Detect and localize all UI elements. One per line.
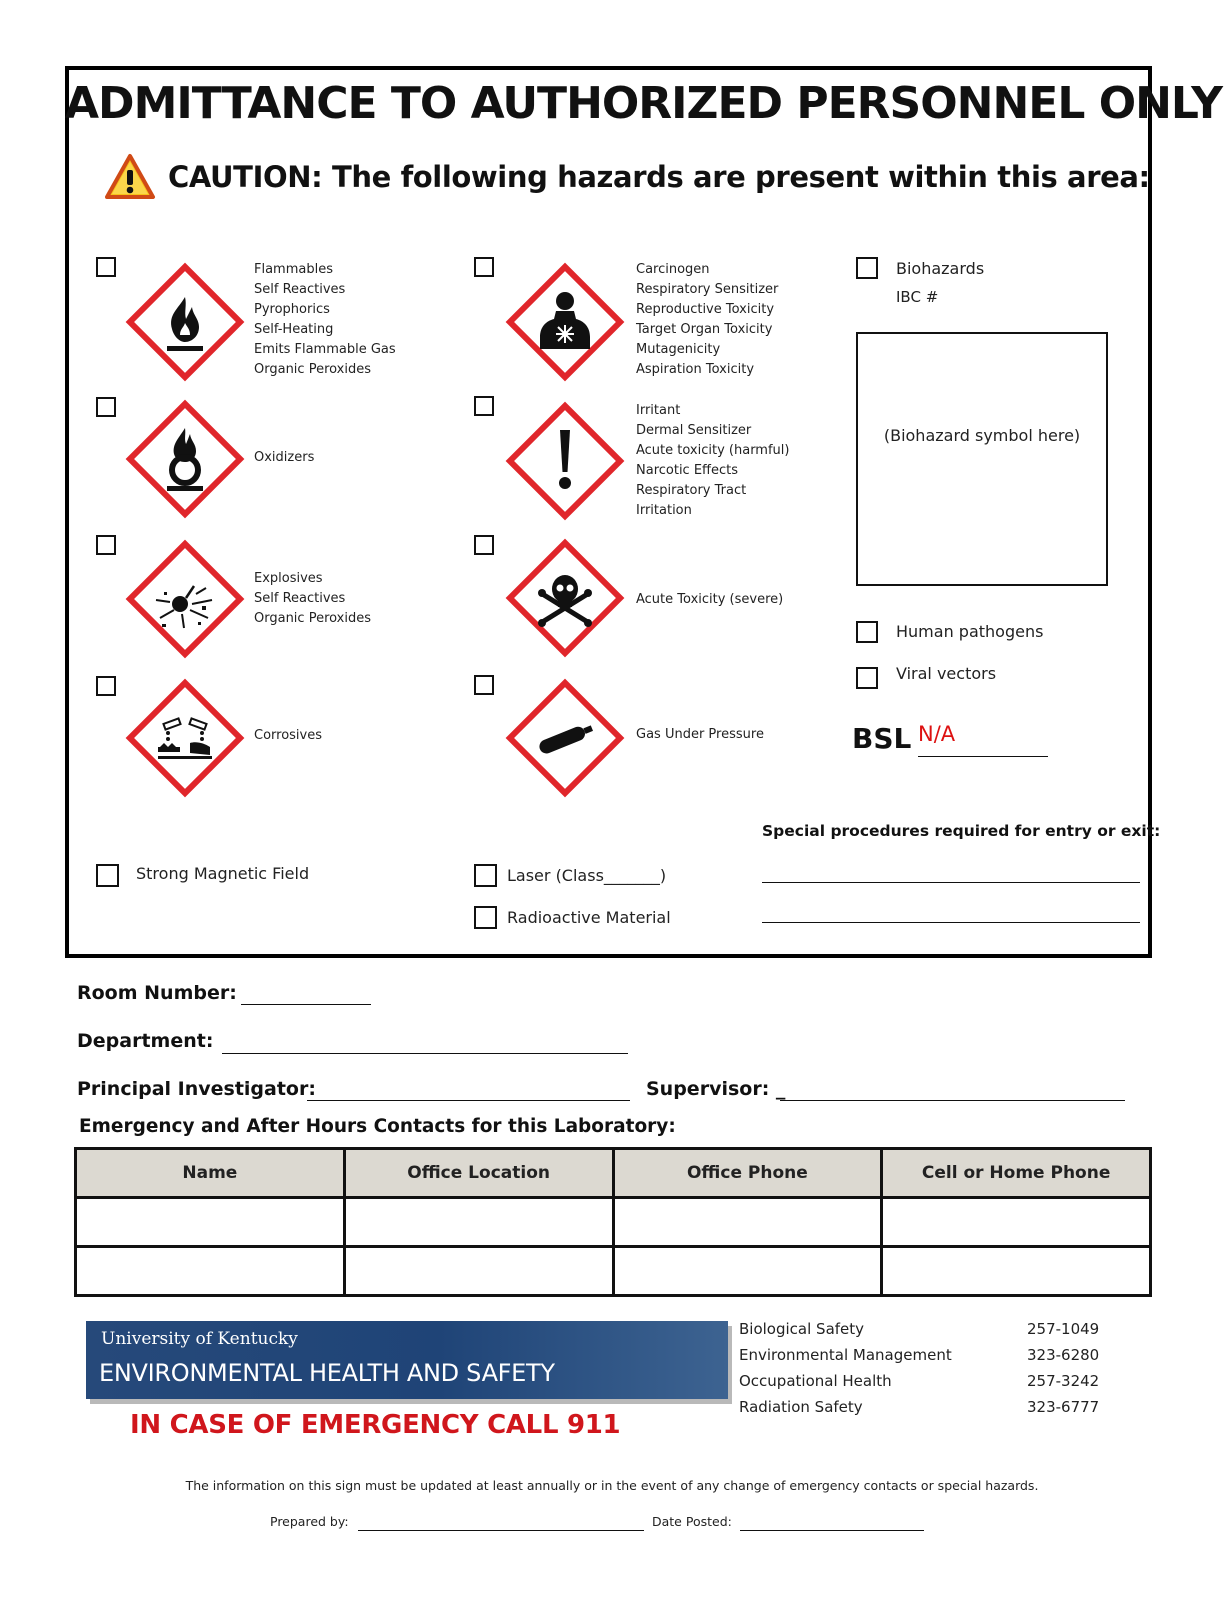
pi-field[interactable] <box>307 1100 630 1101</box>
department-field[interactable] <box>222 1053 628 1054</box>
dept-name: Biological Safety <box>739 1320 865 1338</box>
university-name: University of Kentucky <box>101 1329 298 1349</box>
health-hazard-list <box>636 260 778 380</box>
caution-banner <box>104 150 1150 204</box>
gas-under-pressure-checkbox[interactable] <box>474 675 494 695</box>
dept-name: Occupational Health <box>739 1372 892 1390</box>
prepared-by-field[interactable] <box>358 1530 644 1531</box>
hazard-label: Self Reactives <box>254 282 346 297</box>
hazard-label: Reproductive Toxicity <box>636 302 775 317</box>
flame-over-circle-pictogram-icon <box>120 394 250 524</box>
special-procedures-label: Special procedures required for entry or exit: <box>762 822 1161 840</box>
hazard-label: Organic Peroxides <box>254 611 372 626</box>
acute-toxicity-checkbox[interactable] <box>474 535 494 555</box>
laser-checkbox[interactable] <box>474 864 497 887</box>
table-cell[interactable] <box>76 1247 345 1296</box>
flammables-list <box>254 260 396 380</box>
bsl-field[interactable] <box>918 722 1048 757</box>
biohazard-placeholder: (Biohazard symbol here) <box>883 426 1081 445</box>
hazard-label: Dermal Sensitizer <box>636 423 752 438</box>
biohazards-label: Biohazards <box>896 259 985 278</box>
hazard-label: Explosives <box>254 571 323 586</box>
column-header-office-location: Office Location <box>344 1149 613 1198</box>
table-cell[interactable] <box>613 1247 882 1296</box>
table-cell[interactable] <box>882 1247 1151 1296</box>
table-cell[interactable] <box>882 1198 1151 1247</box>
hazard-label: Aspiration Toxicity <box>636 362 755 377</box>
biohazard-symbol-box <box>856 332 1108 586</box>
hazard-label: Acute Toxicity (severe) <box>636 592 784 607</box>
hazard-label: Flammables <box>254 262 333 277</box>
column-header-cell-phone: Cell or Home Phone <box>882 1149 1151 1198</box>
exploding-bomb-pictogram-icon <box>120 534 250 664</box>
corrosion-pictogram-icon <box>120 673 250 803</box>
column-header-name: Name <box>76 1149 345 1198</box>
hazard-label: Irritant <box>636 403 681 418</box>
hazard-label: Respiratory Tract <box>636 483 747 498</box>
table-row <box>76 1198 1151 1247</box>
dept-phone: 323-6280 <box>1027 1346 1100 1364</box>
hazard-label: Carcinogen <box>636 262 710 277</box>
table-cell[interactable] <box>344 1247 613 1296</box>
biohazards-checkbox[interactable] <box>856 257 878 279</box>
column-header-office-phone: Office Phone <box>613 1149 882 1198</box>
hazard-label: Pyrophorics <box>254 302 330 317</box>
oxidizers-checkbox[interactable] <box>96 397 116 417</box>
explosives-list <box>254 569 371 629</box>
corrosives-checkbox[interactable] <box>96 676 116 696</box>
bsl-value: N/A <box>918 722 956 746</box>
exclamation-pictogram-icon <box>500 396 630 526</box>
gas-cylinder-pictogram-icon <box>500 673 630 803</box>
hazard-label: Acute toxicity (harmful) <box>636 443 790 458</box>
date-posted-field[interactable] <box>740 1530 924 1531</box>
ehs-name: ENVIRONMENTAL HEALTH AND SAFETY <box>99 1359 555 1387</box>
flame-pictogram-icon <box>120 257 250 387</box>
hazard-label: Corrosives <box>254 728 323 743</box>
hazard-label: Target Organ Toxicity <box>636 322 773 337</box>
bsl-label: BSL <box>852 722 912 755</box>
contacts-heading: Emergency and After Hours Contacts for this Laboratory: <box>79 1116 676 1137</box>
pi-label: Principal Investigator: <box>77 1078 316 1100</box>
magnetic-field-checkbox[interactable] <box>96 864 119 887</box>
dept-name: Environmental Management <box>739 1346 952 1364</box>
room-number-label: Room Number: <box>77 982 237 1004</box>
laser-label: Laser (Class_______) <box>507 866 667 885</box>
special-procedures-line-2[interactable] <box>762 922 1140 923</box>
warning-triangle-icon <box>104 153 156 201</box>
emergency-notice: IN CASE OF EMERGENCY CALL 911 <box>130 1410 621 1440</box>
viral-vectors-checkbox[interactable] <box>856 667 878 689</box>
dept-phone: 323-6777 <box>1027 1398 1100 1416</box>
irritant-list <box>636 401 789 521</box>
hazard-label: Respiratory Sensitizer <box>636 282 779 297</box>
ehs-logo-banner <box>86 1321 728 1399</box>
hazard-label: Gas Under Pressure <box>636 727 764 742</box>
supervisor-field[interactable] <box>780 1100 1125 1101</box>
human-pathogens-label: Human pathogens <box>896 622 1044 641</box>
radioactive-label: Radioactive Material <box>507 908 671 927</box>
hazard-label: Oxidizers <box>254 450 315 465</box>
hazard-label: Emits Flammable Gas <box>254 342 396 357</box>
department-label: Department: <box>77 1030 214 1052</box>
viral-vectors-label: Viral vectors <box>896 664 997 683</box>
skull-crossbones-pictogram-icon <box>500 533 630 663</box>
magnetic-field-label: Strong Magnetic Field <box>136 864 310 883</box>
hazard-label: Irritation <box>636 503 692 518</box>
hazard-label: Self Reactives <box>254 591 346 606</box>
irritant-checkbox[interactable] <box>474 396 494 416</box>
health-hazard-pictogram-icon <box>500 257 630 387</box>
page-title: ADMITTANCE TO AUTHORIZED PERSONNEL ONLY <box>65 78 1222 129</box>
human-pathogens-checkbox[interactable] <box>856 621 878 643</box>
caution-text: CAUTION: The following hazards are present within this area: <box>168 160 1150 194</box>
health-hazard-checkbox[interactable] <box>474 257 494 277</box>
dept-name: Radiation Safety <box>739 1398 863 1416</box>
radioactive-checkbox[interactable] <box>474 906 497 929</box>
supervisor-label: Supervisor: _ <box>646 1078 786 1100</box>
dept-phone: 257-3242 <box>1027 1372 1100 1390</box>
table-cell[interactable] <box>76 1198 345 1247</box>
ibc-label: IBC # <box>896 288 939 306</box>
flammables-checkbox[interactable] <box>96 257 116 277</box>
table-header-row <box>76 1149 1151 1198</box>
hazard-label: Mutagenicity <box>636 342 721 357</box>
room-number-field[interactable] <box>241 1004 371 1005</box>
date-posted-label: Date Posted: <box>652 1514 732 1529</box>
prepared-by-label: Prepared by: <box>270 1514 349 1529</box>
table-cell[interactable] <box>613 1198 882 1247</box>
contacts-table <box>74 1147 1152 1297</box>
special-procedures-line-1[interactable] <box>762 882 1140 883</box>
table-cell[interactable] <box>344 1198 613 1247</box>
update-note: The information on this sign must be updated at least annually or in the event of any change of emergency contacts or special hazards. <box>185 1478 1039 1493</box>
hazard-label: Narcotic Effects <box>636 463 739 478</box>
explosives-checkbox[interactable] <box>96 535 116 555</box>
hazard-label: Self-Heating <box>254 322 334 337</box>
table-row <box>76 1247 1151 1296</box>
dept-phone: 257-1049 <box>1027 1320 1100 1338</box>
hazard-label: Organic Peroxides <box>254 362 372 377</box>
